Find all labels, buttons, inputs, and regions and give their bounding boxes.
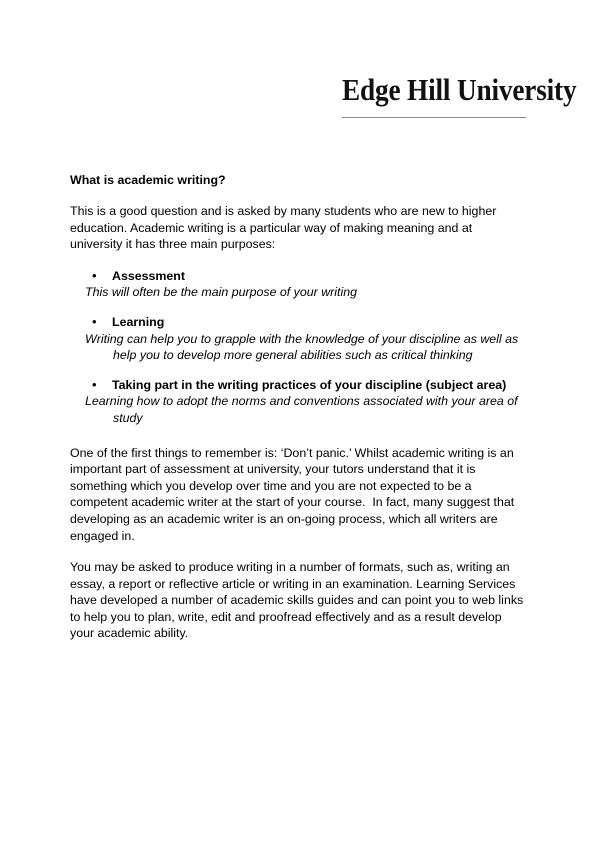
bullet-label: Assessment xyxy=(112,268,186,283)
bullet-point-icon: • xyxy=(92,376,97,392)
bullet-label: Learning xyxy=(112,314,165,329)
bullet-description: Writing can help you to grapple with the knowledge of your discipline as well as help you to develop more general abilities such as critical thinking xyxy=(85,331,522,363)
university-masthead xyxy=(342,72,577,118)
purposes-bullet-list xyxy=(70,268,527,427)
list-item xyxy=(70,377,527,427)
edge-hill-university-logo: Edge Hill University xyxy=(342,72,577,107)
list-item xyxy=(70,268,527,301)
document-body xyxy=(70,172,527,657)
page-title: What is academic writing? xyxy=(70,173,226,187)
bullet-point-icon: • xyxy=(92,313,97,329)
bullet-point-icon: • xyxy=(92,267,97,283)
masthead-divider-rule xyxy=(342,117,526,118)
dont-panic-paragraph: One of the first things to remember is: ‘Don’t panic.’ Whilst academic writing is an important part of assessment at university, your tutors understand that it is something which you develop over time and you are not expected to be a competent academic writer at the start of your course. In fact, many suggest that developing as an academic writer is an on-going process, which all writers are engaged in. xyxy=(70,445,518,543)
bullet-description: This will often be the main purpose of your writing xyxy=(85,285,358,300)
formats-paragraph: You may be asked to produce writing in a number of formats, such as, writing an essay, a report or reflective article or writing in an examination. Learning Services have developed a number of academic skills guides and can point you to web links to help you to plan, write, edit and proofread effectively and as a result develop your academic ability. xyxy=(70,560,527,641)
bullet-label: Taking part in the writing practices of your discipline (subject area) xyxy=(112,377,507,392)
intro-paragraph: This is a good question and is asked by many students who are new to higher education. Academic writing is a particular way of making meaning and at university it has three main purposes: xyxy=(70,204,500,252)
list-item xyxy=(70,314,527,364)
bullet-description: Learning how to adopt the norms and conventions associated with your area of study xyxy=(85,394,522,425)
